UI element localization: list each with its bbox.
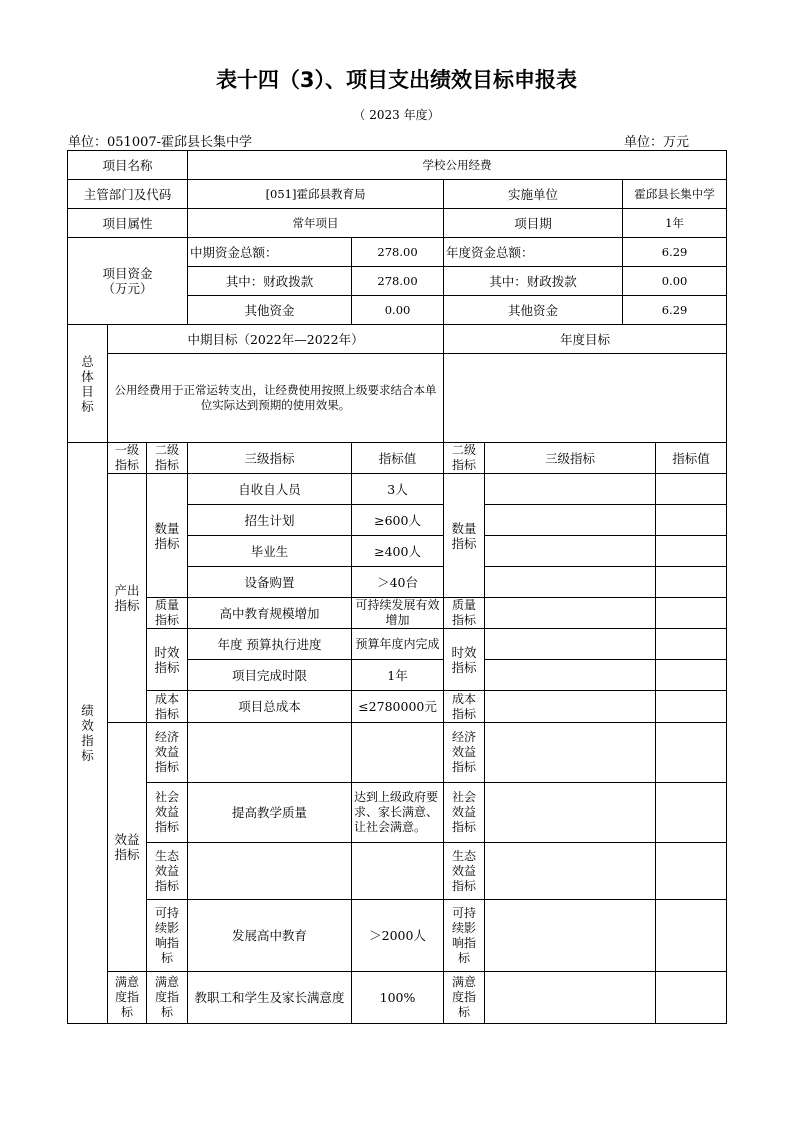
header-value-annual: 指标值 (656, 443, 727, 474)
annual-goal-header: 年度目标 (444, 325, 727, 354)
quality-item: 高中教育规模增加 (188, 598, 352, 629)
social-indicator-label: 社会 效益 指标 (147, 783, 188, 843)
overall-goal-label: 总 体 目 标 (68, 325, 108, 443)
economic-value (352, 723, 444, 783)
satisfaction-indicator-label: 满意 度指 标 (108, 972, 147, 1024)
cost-value: ≤2780000元 (352, 691, 444, 723)
cost-item: 项目总成本 (188, 691, 352, 723)
sustainability-indicator-label-annual: 可持 续影 响指 标 (444, 900, 485, 972)
page-title: 表十四（3）、项目支出绩效目标申报表 (215, 68, 578, 92)
timeliness-indicator-label: 时效 指标 (147, 629, 188, 691)
economic-indicator-label: 经济 效益 指标 (147, 723, 188, 783)
quality-value: 可持续发展有效增加 (352, 598, 444, 629)
annual-quantity-value-4 (656, 567, 727, 598)
timeliness-value-1: 预算年度内完成 (352, 629, 444, 660)
timeliness-item-1: 年度 预算执行进度 (188, 629, 352, 660)
quantity-item-4: 设备购置 (188, 567, 352, 598)
timeliness-value-2: 1年 (352, 660, 444, 691)
dept-label: 主管部门及代码 (68, 180, 188, 209)
satisfaction-value: 100% (352, 972, 444, 1024)
ecology-value (352, 843, 444, 900)
mid-goal-text: 公用经费用于正常运转支出，让经费使用按照上级要求结合本单位实际达到预期的使用效果。 (108, 354, 444, 443)
annual-economic-item (485, 723, 656, 783)
annual-sustainability-value (656, 900, 727, 972)
quantity-value-2: ≥600人 (352, 505, 444, 536)
annual-ecology-value (656, 843, 727, 900)
dept-value: [051]霍邱县教育局 (188, 180, 444, 209)
project-name-value: 学校公用经费 (188, 151, 727, 180)
mid-fiscal-value: 278.00 (352, 267, 444, 296)
impl-unit-value: 霍邱县长集中学 (623, 180, 727, 209)
ecology-indicator-label: 生态 效益 指标 (147, 843, 188, 900)
mid-fiscal-label: 其中：财政拨款 (188, 267, 352, 296)
satisfaction-level2-label-annual: 满意 度指 标 (444, 972, 485, 1024)
social-item: 提高教学质量 (188, 783, 352, 843)
reporting-unit: 单位：051007-霍邱县长集中学 (68, 135, 253, 150)
cost-indicator-label-annual: 成本 指标 (444, 691, 485, 723)
mid-total-value: 278.00 (352, 238, 444, 267)
annual-sustainability-item (485, 900, 656, 972)
benefit-indicator-label: 效益 指标 (108, 723, 147, 972)
quantity-item-3: 毕业生 (188, 536, 352, 567)
mid-total-label: 中期资金总额： (188, 238, 352, 267)
currency-unit: 单位：万元 (624, 135, 690, 150)
annual-goal-text (444, 354, 727, 443)
economic-indicator-label-annual: 经济 效益 指标 (444, 723, 485, 783)
mid-goal-header: 中期目标（2022年—2022年） (108, 325, 444, 354)
annual-total-label: 年度资金总额： (444, 238, 623, 267)
annual-quality-value (656, 598, 727, 629)
annual-quantity-item-1 (485, 474, 656, 505)
period-value: 1年 (623, 209, 727, 238)
annual-timeliness-item-1 (485, 629, 656, 660)
sustainability-value: ＞2000人 (352, 900, 444, 972)
annual-total-value: 6.29 (623, 238, 727, 267)
satisfaction-level2-label: 满意 度指 标 (147, 972, 188, 1024)
performance-indicator-label: 绩 效 指 标 (68, 443, 108, 1024)
output-indicator-label: 产出 指标 (108, 474, 147, 723)
fiscal-year: （ 2023 年度） (353, 108, 440, 122)
annual-cost-item (485, 691, 656, 723)
quantity-value-1: 3人 (352, 474, 444, 505)
annual-timeliness-value-2 (656, 660, 727, 691)
social-value: 达到上级政府要求、家长满意、让社会满意。 (352, 783, 444, 843)
cost-indicator-label: 成本 指标 (147, 691, 188, 723)
satisfaction-item: 教职工和学生及家长满意度 (188, 972, 352, 1024)
quantity-value-4: ＞40台 (352, 567, 444, 598)
annual-satisfaction-item (485, 972, 656, 1024)
quantity-value-3: ≥400人 (352, 536, 444, 567)
annual-satisfaction-value (656, 972, 727, 1024)
header-level2: 二级 指标 (147, 443, 188, 474)
annual-quantity-value-3 (656, 536, 727, 567)
annual-cost-value (656, 691, 727, 723)
header-level1: 一级 指标 (108, 443, 147, 474)
annual-fiscal-value: 0.00 (623, 267, 727, 296)
quantity-indicator-label: 数量 指标 (147, 474, 188, 598)
annual-quality-item (485, 598, 656, 629)
annual-quantity-value-2 (656, 505, 727, 536)
economic-item (188, 723, 352, 783)
impl-unit-label: 实施单位 (444, 180, 623, 209)
social-indicator-label-annual: 社会 效益 指标 (444, 783, 485, 843)
quality-indicator-label: 质量 指标 (147, 598, 188, 629)
quantity-indicator-label-annual: 数量 指标 (444, 474, 485, 598)
project-name-label: 项目名称 (68, 151, 188, 180)
annual-quantity-value-1 (656, 474, 727, 505)
header-level2-annual: 二级 指标 (444, 443, 485, 474)
header-level3: 三级指标 (188, 443, 352, 474)
sustainability-indicator-label: 可持 续影 响指 标 (147, 900, 188, 972)
header-value: 指标值 (352, 443, 444, 474)
annual-timeliness-value-1 (656, 629, 727, 660)
mid-other-value: 0.00 (352, 296, 444, 325)
attr-value: 常年项目 (188, 209, 444, 238)
quantity-item-2: 招生计划 (188, 505, 352, 536)
timeliness-item-2: 项目完成时限 (188, 660, 352, 691)
annual-other-value: 6.29 (623, 296, 727, 325)
annual-timeliness-item-2 (485, 660, 656, 691)
annual-social-item (485, 783, 656, 843)
header-level3-annual: 三级指标 (485, 443, 656, 474)
attr-label: 项目属性 (68, 209, 188, 238)
annual-social-value (656, 783, 727, 843)
annual-fiscal-label: 其中：财政拨款 (444, 267, 623, 296)
ecology-indicator-label-annual: 生态 效益 指标 (444, 843, 485, 900)
period-label: 项目期 (444, 209, 623, 238)
annual-quantity-item-2 (485, 505, 656, 536)
annual-quantity-item-3 (485, 536, 656, 567)
sustainability-item: 发展高中教育 (188, 900, 352, 972)
annual-quantity-item-4 (485, 567, 656, 598)
timeliness-indicator-label-annual: 时效 指标 (444, 629, 485, 691)
mid-other-label: 其他资金 (188, 296, 352, 325)
ecology-item (188, 843, 352, 900)
quality-indicator-label-annual: 质量 指标 (444, 598, 485, 629)
annual-economic-value (656, 723, 727, 783)
fund-label: 项目资金 （万元） (68, 238, 188, 325)
annual-ecology-item (485, 843, 656, 900)
annual-other-label: 其他资金 (444, 296, 623, 325)
quantity-item-1: 自收自人员 (188, 474, 352, 505)
performance-goal-table (67, 150, 727, 1024)
